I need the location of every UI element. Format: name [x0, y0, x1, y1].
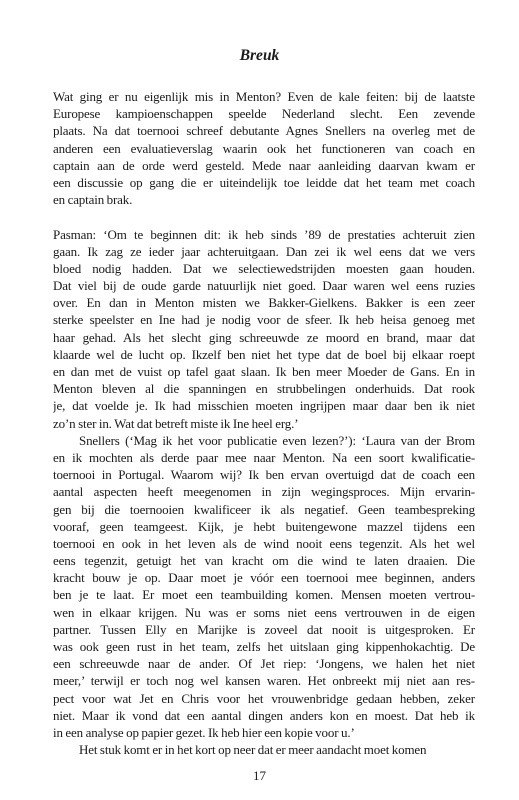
- text-line: Menton bleven al die spanningen en strubbelingen onderhuids. Dat rook: [53, 381, 475, 397]
- text-line: anderen een evaluatieverslag waarin ook het functioneren van coach en: [53, 140, 475, 156]
- text-line: eens tegenzit, getuigt het van kracht om die wind te laten draaien. Die: [53, 553, 475, 569]
- text-line: Snellers (‘Mag ik het voor publicatie even lezen?’): ‘Laura van der Brom: [79, 432, 475, 448]
- text-line: zo’n ster in. Wat dat betreft miste ik Ine heel erg.’: [53, 415, 299, 431]
- text-line: Wat ging er nu eigenlijk mis in Menton? Even de kale feiten: bij de laatste: [53, 89, 475, 104]
- page-number: 17: [253, 768, 266, 783]
- text-line: plaats. Na dat toernooi schreef debutante Agnes Snellers na overleg met de: [53, 123, 475, 139]
- text-line: partner. Tussen Elly en Marijke is zoveel dat nooit is uitgesproken. Er: [53, 621, 475, 637]
- text-line: bloed nodig hadden. Dat we selectiewedstrijden moesten gaan houden.: [53, 260, 475, 276]
- text-line: over. En dan in Menton misten we Bakker-Gielkens. Bakker is een zeer: [53, 295, 475, 311]
- text-line: in een analyse op papier gezet. Ik heb hier een kopie voor u.’: [53, 724, 355, 740]
- text-line: captain aan de orde werd gesteld. Mede naar aanleiding daarvan kwam er: [53, 157, 475, 173]
- text-line: toernooi en ook in het leven als de wind nooit eens tegenzit. Als het wel: [53, 535, 475, 551]
- text-line: toernooi in Portugal. Waarom wij? Ik ben ervan overtuigd dat de coach een: [53, 467, 475, 483]
- text-line: en ik mochten als derde paar mee naar Menton. Na een soort kwalificatie-: [53, 449, 475, 465]
- text-line: wen in elkaar krijgen. Nu was er soms niet eens vertrouwen in de eigen: [53, 604, 475, 620]
- text-line: aantal aspecten heeft meegenomen in zijn wegingsproces. Mijn ervarin-: [53, 484, 475, 500]
- paragraph-intro: [53, 88, 475, 208]
- text-line: ben je te laat. Er moet een teambuilding komen. Mensen moeten vertrou-: [53, 587, 475, 603]
- text-line: een discussie op gang die er uiteindelijk toe leidde dat het team met coach: [53, 174, 475, 190]
- text-line: Europese kampioenschappen speelde Nederland slecht. Een zevende: [53, 106, 475, 122]
- text-line: haar gehad. Als het slecht ging schreeuwde ze moord en brand, maar dat: [53, 329, 475, 345]
- text-line: pect voor wat Jet en Chris voor het vrouwenbridge gedaan hebben, zeker: [53, 690, 475, 706]
- paragraph-snellers: [53, 432, 475, 741]
- text-line: gen bij die toernooien kwalificeer ik als negatief. Geen teambespreking: [53, 501, 475, 517]
- chapter-title: Breuk: [239, 47, 280, 64]
- body-text: [53, 88, 475, 758]
- paragraph-pasman: [53, 226, 475, 432]
- text-line: niet. Maar ik vond dat een aantal dingen anders kon en moest. Dat heb ik: [53, 707, 475, 723]
- text-line: en dan met de vuist op tafel gaat slaan. Ik ben meer Moeder de Gans. En in: [53, 364, 475, 379]
- text-line: Het stuk komt er in het kort op neer dat er meer aandacht moet komen: [79, 742, 427, 758]
- text-line: Dat viel bij de oude garde natuurlijk niet goed. Daar waren wel eens ruzies: [53, 278, 475, 294]
- text-line: sterke speelster en Ine had je nodig voor de sfeer. Ik heb heisa genoeg met: [53, 312, 475, 328]
- text-line: meer,’ terwijl er toch nog wel kansen waren. Het onbreekt mij niet aan res-: [53, 673, 475, 689]
- paragraph-gap: [53, 208, 475, 225]
- text-line: en captain brak.: [53, 192, 133, 208]
- text-line: klaarde wel de lucht op. Ikzelf ben niet het type dat de boel bij elkaar roept: [53, 346, 475, 362]
- text-line: vooraf, geen teamgeest. Kijk, je hebt buitengewone mazzel tijdens een: [53, 518, 475, 534]
- text-line: kracht bouw je op. Daar moet je vóór een toernooi mee beginnen, anders: [53, 570, 475, 586]
- text-line: was ook geen rust in het team, zelfs het uitslaan ging kippenhokachtig. De: [53, 639, 475, 654]
- text-line: een schreeuwde naar de ander. Of Jet riep: ‘Jongens, we halen het niet: [53, 656, 475, 672]
- paragraph-closing: [53, 741, 475, 758]
- text-line: gaan. Ik zag ze ieder jaar achteruitgaan. Dan zei ik wel eens dat we vers: [53, 243, 475, 259]
- text-line: je, dat voelde je. Ik had misschien moeten ingrijpen maar daar ben ik niet: [53, 398, 475, 414]
- text-line: Pasman: ‘Om te beginnen dit: ik heb sinds ’89 de prestaties achteruit zien: [53, 226, 475, 242]
